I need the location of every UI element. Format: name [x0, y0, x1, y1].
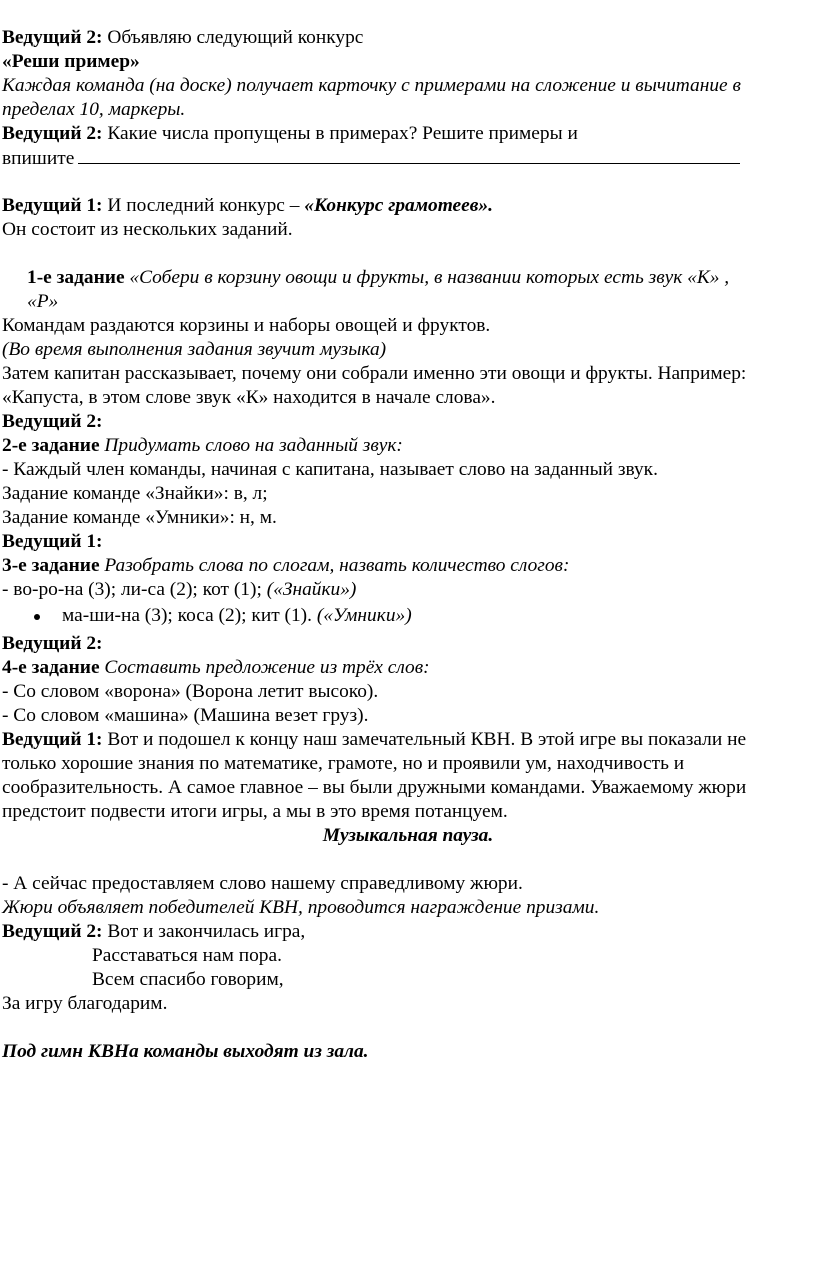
team-name: («Знайки»)	[266, 579, 357, 600]
task-label: 4-е задание	[2, 657, 100, 678]
paragraph-line: Он состоит из нескольких заданий.	[2, 219, 293, 240]
poem-line: Расставаться нам пора.	[92, 945, 282, 966]
paragraph-line	[2, 26, 363, 50]
task-description: Составить предложение из трёх слов:	[99, 657, 430, 678]
line-text: - во-ро-на (3); ли-са (2); кот (1);	[2, 579, 267, 600]
speaker-label: Ведущий 1:	[2, 531, 103, 552]
closing-direction: Под гимн КВНа команды выходят из зала.	[2, 1041, 369, 1062]
line-text: впишите	[2, 148, 75, 169]
paragraph-line	[2, 578, 356, 602]
paragraph-line	[2, 122, 578, 146]
paragraph-line: Задание команде «Умники»: н, м.	[2, 507, 277, 528]
task-description: «Собери в корзину овощи и фрукты, в названии которых есть звук «К» ,	[124, 267, 730, 288]
speaker-label: Ведущий 2:	[2, 27, 103, 48]
task-label: 3-е задание	[2, 555, 100, 576]
stage-direction: (Во время выполнения задания звучит музыка)	[2, 339, 387, 360]
speaker-label: Ведущий 2:	[2, 921, 103, 942]
speaker-label: Ведущий 2:	[2, 633, 103, 654]
task-label: 2-е задание	[2, 435, 100, 456]
task-description: Придумать слово на заданный звук:	[99, 435, 403, 456]
paragraph-line	[2, 194, 493, 218]
paragraph-line: Затем капитан рассказывает, почему они собрали именно эти овощи и фрукты. Например:	[2, 363, 747, 384]
paragraph-line: Задание команде «Знайки»: в, л;	[2, 483, 268, 504]
line-text: Вот и подошел к концу наш замечательный КВН. В этой игре вы показали не	[102, 729, 747, 750]
paragraph-line	[2, 146, 740, 171]
answer-blank-line	[78, 146, 740, 164]
task-label: 1-е задание	[27, 267, 125, 288]
paragraph-line: - А сейчас предоставляем слово нашему справедливому жюри.	[2, 873, 523, 894]
line-text: Вот и закончилась игра,	[102, 921, 306, 942]
stage-direction: Жюри объявляет победителей КВН, проводится награждение призами.	[2, 897, 600, 918]
speaker-label: Ведущий 2:	[2, 123, 103, 144]
task-heading	[2, 554, 569, 578]
task-heading	[2, 656, 430, 680]
paragraph-line: - Со словом «машина» (Машина везет груз).	[2, 705, 369, 726]
paragraph-line: сообразительность. А самое главное – вы были дружными командами. Уважаемому жюри	[2, 777, 747, 798]
contest-title: «Реши пример»	[2, 51, 140, 72]
line-text: ма-ши-на (3); коса (2); кит (1).	[62, 605, 317, 626]
line-text: И последний конкурс –	[102, 195, 305, 216]
stage-direction: пределах 10, маркеры.	[2, 99, 186, 120]
paragraph-line	[2, 920, 305, 944]
bullet-icon	[34, 614, 40, 620]
task-description: «Р»	[27, 291, 59, 312]
contest-title: «Конкурс грамотеев».	[304, 195, 493, 216]
speaker-label: Ведущий 1:	[2, 195, 103, 216]
line-text: Какие числа пропущены в примерах? Решите примеры и	[102, 123, 578, 144]
line-text: Объявляю следующий конкурс	[102, 27, 364, 48]
list-item	[62, 604, 412, 628]
paragraph-line: только хорошие знания по математике, грамоте, но и проявили ум, находчивость и	[2, 753, 685, 774]
stage-direction: Каждая команда (на доске) получает карточку с примерами на сложение и вычитание в	[2, 75, 741, 96]
speaker-label: Ведущий 2:	[2, 411, 103, 432]
poem-line: За игру благодарим.	[2, 993, 168, 1014]
paragraph-line: - Каждый член команды, начиная с капитана, называет слово на заданный звук.	[2, 459, 658, 480]
paragraph-line: - Со словом «ворона» (Ворона летит высоко).	[2, 681, 379, 702]
paragraph-line: Командам раздаются корзины и наборы овощей и фруктов.	[2, 315, 491, 336]
paragraph-line: «Капуста, в этом слове звук «К» находится в начале слова».	[2, 387, 496, 408]
task-description: Разобрать слова по слогам, назвать количество слогов:	[99, 555, 570, 576]
team-name: («Умники»)	[316, 605, 412, 626]
task-heading	[27, 266, 729, 290]
speaker-label: Ведущий 1:	[2, 729, 103, 750]
section-heading: Музыкальная пауза.	[322, 825, 494, 846]
task-heading	[2, 434, 403, 458]
poem-line: Всем спасибо говорим,	[92, 969, 284, 990]
paragraph-line	[2, 728, 746, 752]
paragraph-line: предстоит подвести итоги игры, а мы в это время потанцуем.	[2, 801, 508, 822]
